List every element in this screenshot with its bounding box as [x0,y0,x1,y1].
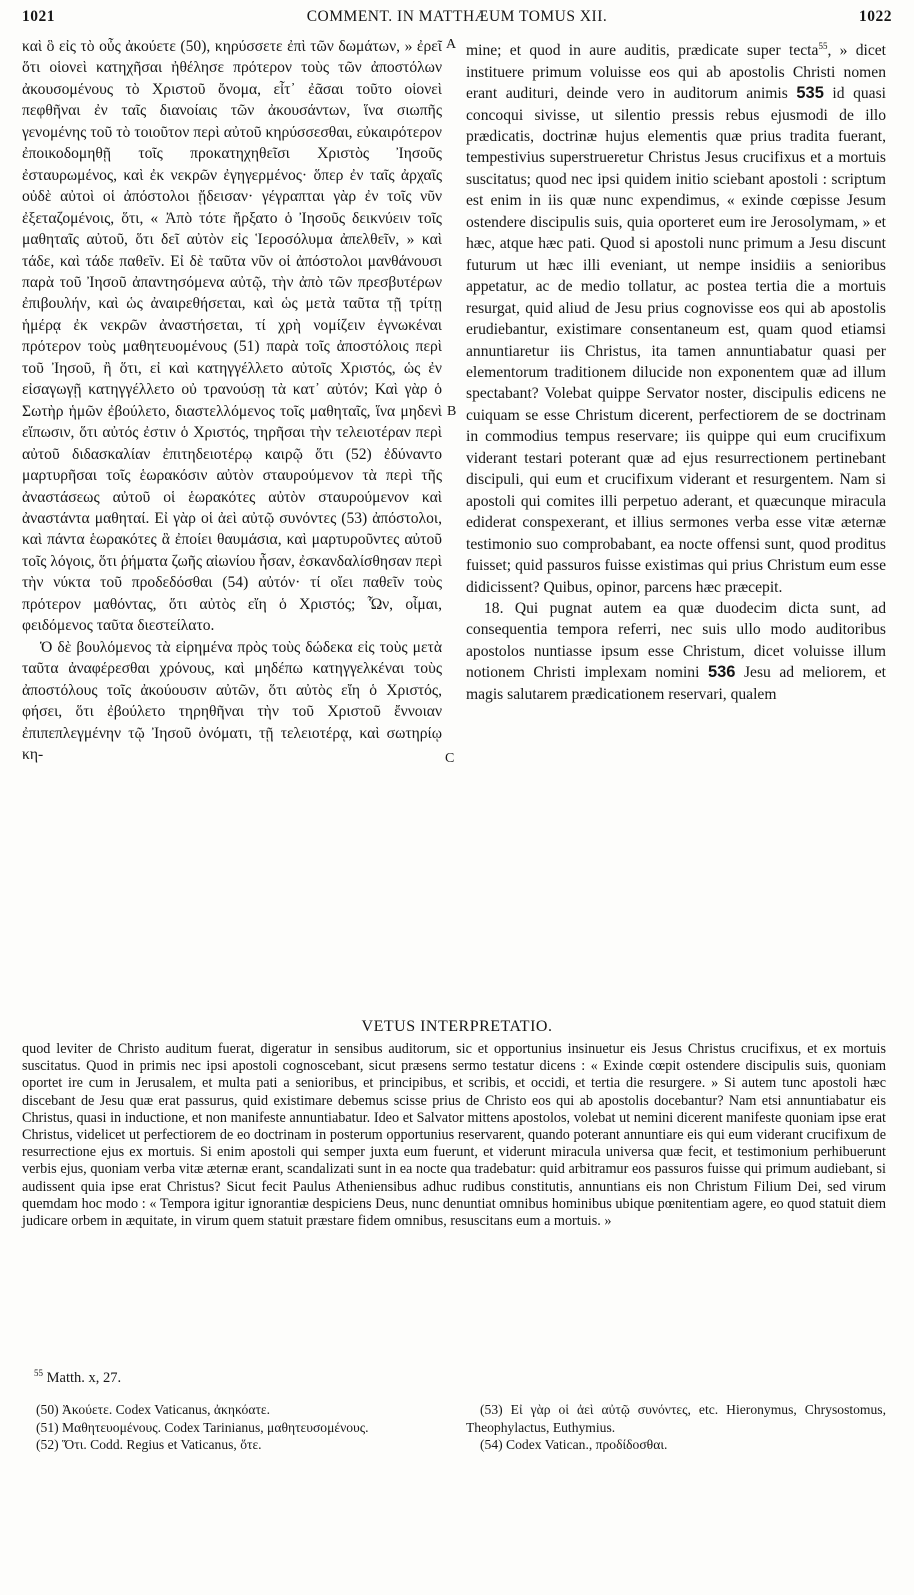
note-53: (53) Εἰ γὰρ οἱ ἀεὶ αὐτῷ συνόντες, etc. Hieronymus, Chrysostomus, Theophylactus, Euthymius. [466,1402,886,1435]
page-marker: 535 [796,84,824,103]
footnote-mark: 55 [34,1368,43,1378]
latin-text: , » dicet instituere primum voluisse eos qui ab apostolis Christi nomen erant audituri, deinde vero in auditorum animis [466,42,887,103]
margin-letter-c: C [445,751,455,766]
latin-text: id quasi concoqui sivisse, ut silentio pressis rebus ejusmodi de illo prædicatis, doctrinæ hujus elementis quæ prius tradita fuerant, tempestivius superstrueretur Christus Jesus crucifixus et a mortuis suscitatus; quod nec ipsi quidem initio sciebant apostoli : scriptum est enim in iis quæ nunc expendimus, « exinde cœpisse Jesum ostendere discipulis suis, quia oporteret eum ire Jerosolymam, » et hæc, atque hæc pati. Quod si apostoli nunc primum a Jesu discunt futurum ut hæc illi eveniant, ut nempe insidiis a senioribus appetatur, ac de medio tollatur, ac postea tertia die a mortuis resurgat, quid aliud de Jesu prius cognovisse eos qui ab apostolis erudiebantur, existimare consentaneum est, quam quod etiamsi annuntiaretur iis Christus, ita tamen annuntiabatur quasi per elementorum traditionem dilucide non exponentem quæ ad illum spectabant? Volebat quippe Servator noster, discipulis edicens ne cuiquam se esse Christum dicerent, perfectiorem de se doctrinam in commodius tempus reservare; iis quippe qui eum crucifixum viderant testari poterant quæ ad ejus resurrectionem pertinebant discipuli, qui eum et crucifixum viderant et resurgentem. Nam si apostoli qui comites illi perpetuo aderant, et quæcunque miracula ediderat conspexerant, et illius sermones verba esse vitæ æternæ testimonio suo comprobabant, ea nocte offensi sunt, quod proditus fuisset; quid passuros fuisse existimas qui prius Christum eum esse didicissent? Quibus, opinor, parcens hæc præcepit. [466,85,886,596]
latin-paragraph-1 [466,36,886,598]
vetus-interpretatio [22,1041,886,1230]
note-52: (52) Ὅτι. Codd. Regius et Vaticanus, ὅτε. [36,1437,262,1453]
left-page-number: 1021 [22,8,55,25]
running-header [22,8,892,30]
footnote-text: Matth. x, 27. [46,1369,122,1386]
section-title: VETUS INTERPRETATIO. [361,1018,553,1035]
note-50: (50) Ἀκούετε. Codex Vaticanus, ἀκηκόατε. [36,1402,271,1417]
greek-paragraph-2: Ὁ δὲ βουλόμενος τὰ εἰρημένα πρὸς τοὺς δώδεκα εἰς τοὺς μετὰ ταῦτα ἀναφέρεσθαι χρόνους, καὶ μηδέπω κατηγγελκέναι τοὺς ἀποστόλους τοῖς ἀκούουσιν αὐτῶν, ὅτι αὐτὸς εἴη ὁ Χριστός, φήσει, ὅτι ἐβούλετο τηρηθῆναι τὴν τοῦ Χριστοῦ ἔννοιαν ἐπιπεπλεγμένην τῷ Ἰησοῦ ὀνόματι, τῇ τελειοτέρᾳ, καὶ σωτηρίῳ κη- [22,638,442,763]
right-page-number: 1022 [859,8,892,25]
latin-paragraph-2 [466,598,886,705]
running-title: COMMENT. IN MATTHÆUM TOMUS XII. [306,8,608,25]
footnote-ref-mark: 55 [818,41,828,51]
latin-text: mine; et quod in aure auditis, prædicate super tecta [466,42,819,60]
latin-column [466,36,886,705]
page-marker: 536 [707,663,736,682]
note-54: (54) Codex Vatican., προδίδοσθαι. [480,1437,668,1453]
latin-text: Jesu ad meliorem, et magis salutarem prædicationem reservari, qualem [466,664,886,703]
vetus-paragraph: quod leviter de Christo auditum fuerat, digeratur in sensibus auditorum, sic et opportunius insinuetur eis Jesus Christus crucifixus, et ex mortuis suscitatus. Quod in primis nec ipsi apostoli cognoscebant, sicut præsens sermo testatur dicens : « Exinde cœpit ostendere discipulis suis, quoniam oportet ire cum in Jerusalem, et multa pati a senioribus, et principibus, et scribis, et occidi, et tertia die resurgere. » Si autem tunc apostoli hæc discebant de Jesu quæ erat passurus, quid existimare debemus scisse prius de Christo eos qui ab apostolis docebantur? Nam etsi annuntiabatur eis Christus, quasi in inductione, et non manifeste annuntiabatur. Ideo et Salvator mittens apostolos, volebat ut nemini dicerent manifeste quoniam ipse erat Christus, videlicet ut perfectiorem de eo doctrinam in posterum opportunius reservarent, quando poterant annuntiare eis qui eum viderant crucifixum de resurrectione ejus ex mortuis. Si enim apostoli qui semper juxta eum fuerunt, et viderunt miracula universa quæ fecit, et testimonium perhibuerunt verbis ejus, quoniam verba vitæ æternæ erant, scandalizati sunt in ea nocte qua tradebatur: quid arbitramur eos passuros fuisse qui primum audiebant, si audissent quia ipse erat Christus? Sicut fecit Paulus Atheniensibus adhuc rudibus constitutis, annuntians eis non Christum Filium Dei, sed virum quemdam hoc modo : « Tempora igitur ignorantiæ despiciens Deus, nunc denuntiat omnibus hominibus ubique pœnitentiam agere, eo quod statuit diem judicare orbem in æquitate, in virum quem statuit præstare fidem omnibus, resuscitans eum a mortuis. » [22,1041,886,1230]
margin-letter-b: B [447,404,457,419]
margin-letter-a: A [446,37,457,52]
latin-text: 18. Qui pugnat autem ea quæ duodecim dicta sunt, ad consequentia tempora referri, nec suis ullo modo auditoribus apostolos nuntiasse ipsum esse Christum, dicet voluisse illum notionem Christi implexam nomini [466,599,886,682]
critical-notes-right [466,1401,886,1454]
critical-notes-left [22,1401,442,1454]
greek-paragraph-1: καὶ ὃ εἰς τὸ οὖς ἀκούετε (50), κηρύσσετε ἐπὶ τῶν δωμάτων, » ἐρεῖ ὅτι οἱονεὶ κατηχῆσαι ἠθέλησε πρότερον τοὺς τῶν ἀποστόλων ἀκουσομένους τὸ Χριστοῦ ὄνομα, εἶτ᾽ ἐᾶσαι τοῦτο οἱονεὶ πεφθῆναι ἐν ταῖς διανοίαις τῶν ἀκουσάντων, ἵνα σιωπῆς γενομένης τοῦ τὸ τοιοῦτον περὶ αὐτοῦ κηρύσσεσθαι, εὐκαιρότερον ἐποικοδομηθῇ τοῖς προκατηχηθεῖσι Χριστὸς Ἰησοῦς ἐσταυρωμένος, καὶ ἐκ νεκρῶν ἐγηγερμένος· ὅπερ ἐν ταῖς ἀρχαῖς οὐδὲ αὐτοὶ οἱ ἀπόστολοι ᾔδεισαν· γέγραπται γὰρ ἐν τοῖς νῦν ἐξεταζομένοις, ὅτι, « Ἀπὸ τότε ἤρξατο ὁ Ἰησοῦς δεικνύειν τοῖς μαθηταῖς αὐτοῦ, ὅτι δεῖ αὐτὸν εἰς Ἱεροσόλυμα ἀπελθεῖν, » καὶ τάδε, καὶ τάδε παθεῖν. Εἰ δὲ ταῦτα νῦν οἱ ἀπόστολοι μανθάνουσι παρὰ τοῦ Ἰησοῦ ἀπαντησόμενα αὐτῷ, τὴν ἀπὸ τῶν πρεσβυτέρων ἐπιβουλήν, καὶ ὡς ἀναιρεθήσεται, καὶ ὡς μετὰ ταῦτα τῇ τρίτῃ ἡμέρᾳ ἐκ νεκρῶν ἀναστήσεται, τί χρὴ νομίζειν ἐγνωκέναι πρότερον τοὺς μαθητευομένους (51) παρὰ τοῖς ἀποστόλοις περὶ τοῦ Ἰησοῦ, ἢ ὅτι, εἰ καὶ κατηγγέλλετο αὐτοῖς Χριστός, ὡς ἐν εἰσαγωγῇ κατηγγέλλετο οὐ τρανούσῃ τὰ κατ᾽ αὐτόν; Καὶ γὰρ ὁ Σωτὴρ ἡμῶν ἐβούλετο, διαστελλόμενος τοῖς μαθηταῖς, ἵνα μηδενὶ εἴπωσιν, ὅτι αὐτός ἐστιν ὁ Χριστός, τηρῆσαι τὴν τελειοτέραν περὶ αὐτοῦ διδασκαλίαν ἐπιτηδειοτέρῳ καιρῷ ὅτι (52) ἐδύναντο μαρτυρῆσαι τοῖς ἑωρακόσιν αὐτὸν σταυρούμενον τὰ περὶ τῆς ἀναστάσεως αὐτοῦ οἱ ἑωρακότες αὐτὸν σταυρούμενον καὶ ἀναστάντα μαθηταί. Εἰ γὰρ οἱ ἀεὶ αὐτῷ συνόντες (53) ἀπόστολοι, καὶ πάντα ἑωρακότες ἃ ἐποίει θαυμάσια, καὶ μαρτυροῦντες αὐτοῦ τοῖς λόγοις, ὅτι ῥήματα ζωῆς αἰωνίου ἦσαν, ἐσκανδαλίσθησαν περὶ τὴν νύκτα τοῦ προδεδόσθαι (54) αὐτόν· τί οἴει παθεῖν τοὺς πρότερον μαθόντας, ὅτι αὐτὸς εἴη ὁ Χριστός; Ὧν, οἶμαι, φειδόμενος ταῦτα διεστείλατο. [22,38,442,635]
note-51: (51) Μαθητευομένους. Codex Tarinianus, μαθητευσομένους. [36,1419,369,1435]
greek-column [22,36,442,765]
scripture-footnote [34,1368,121,1387]
